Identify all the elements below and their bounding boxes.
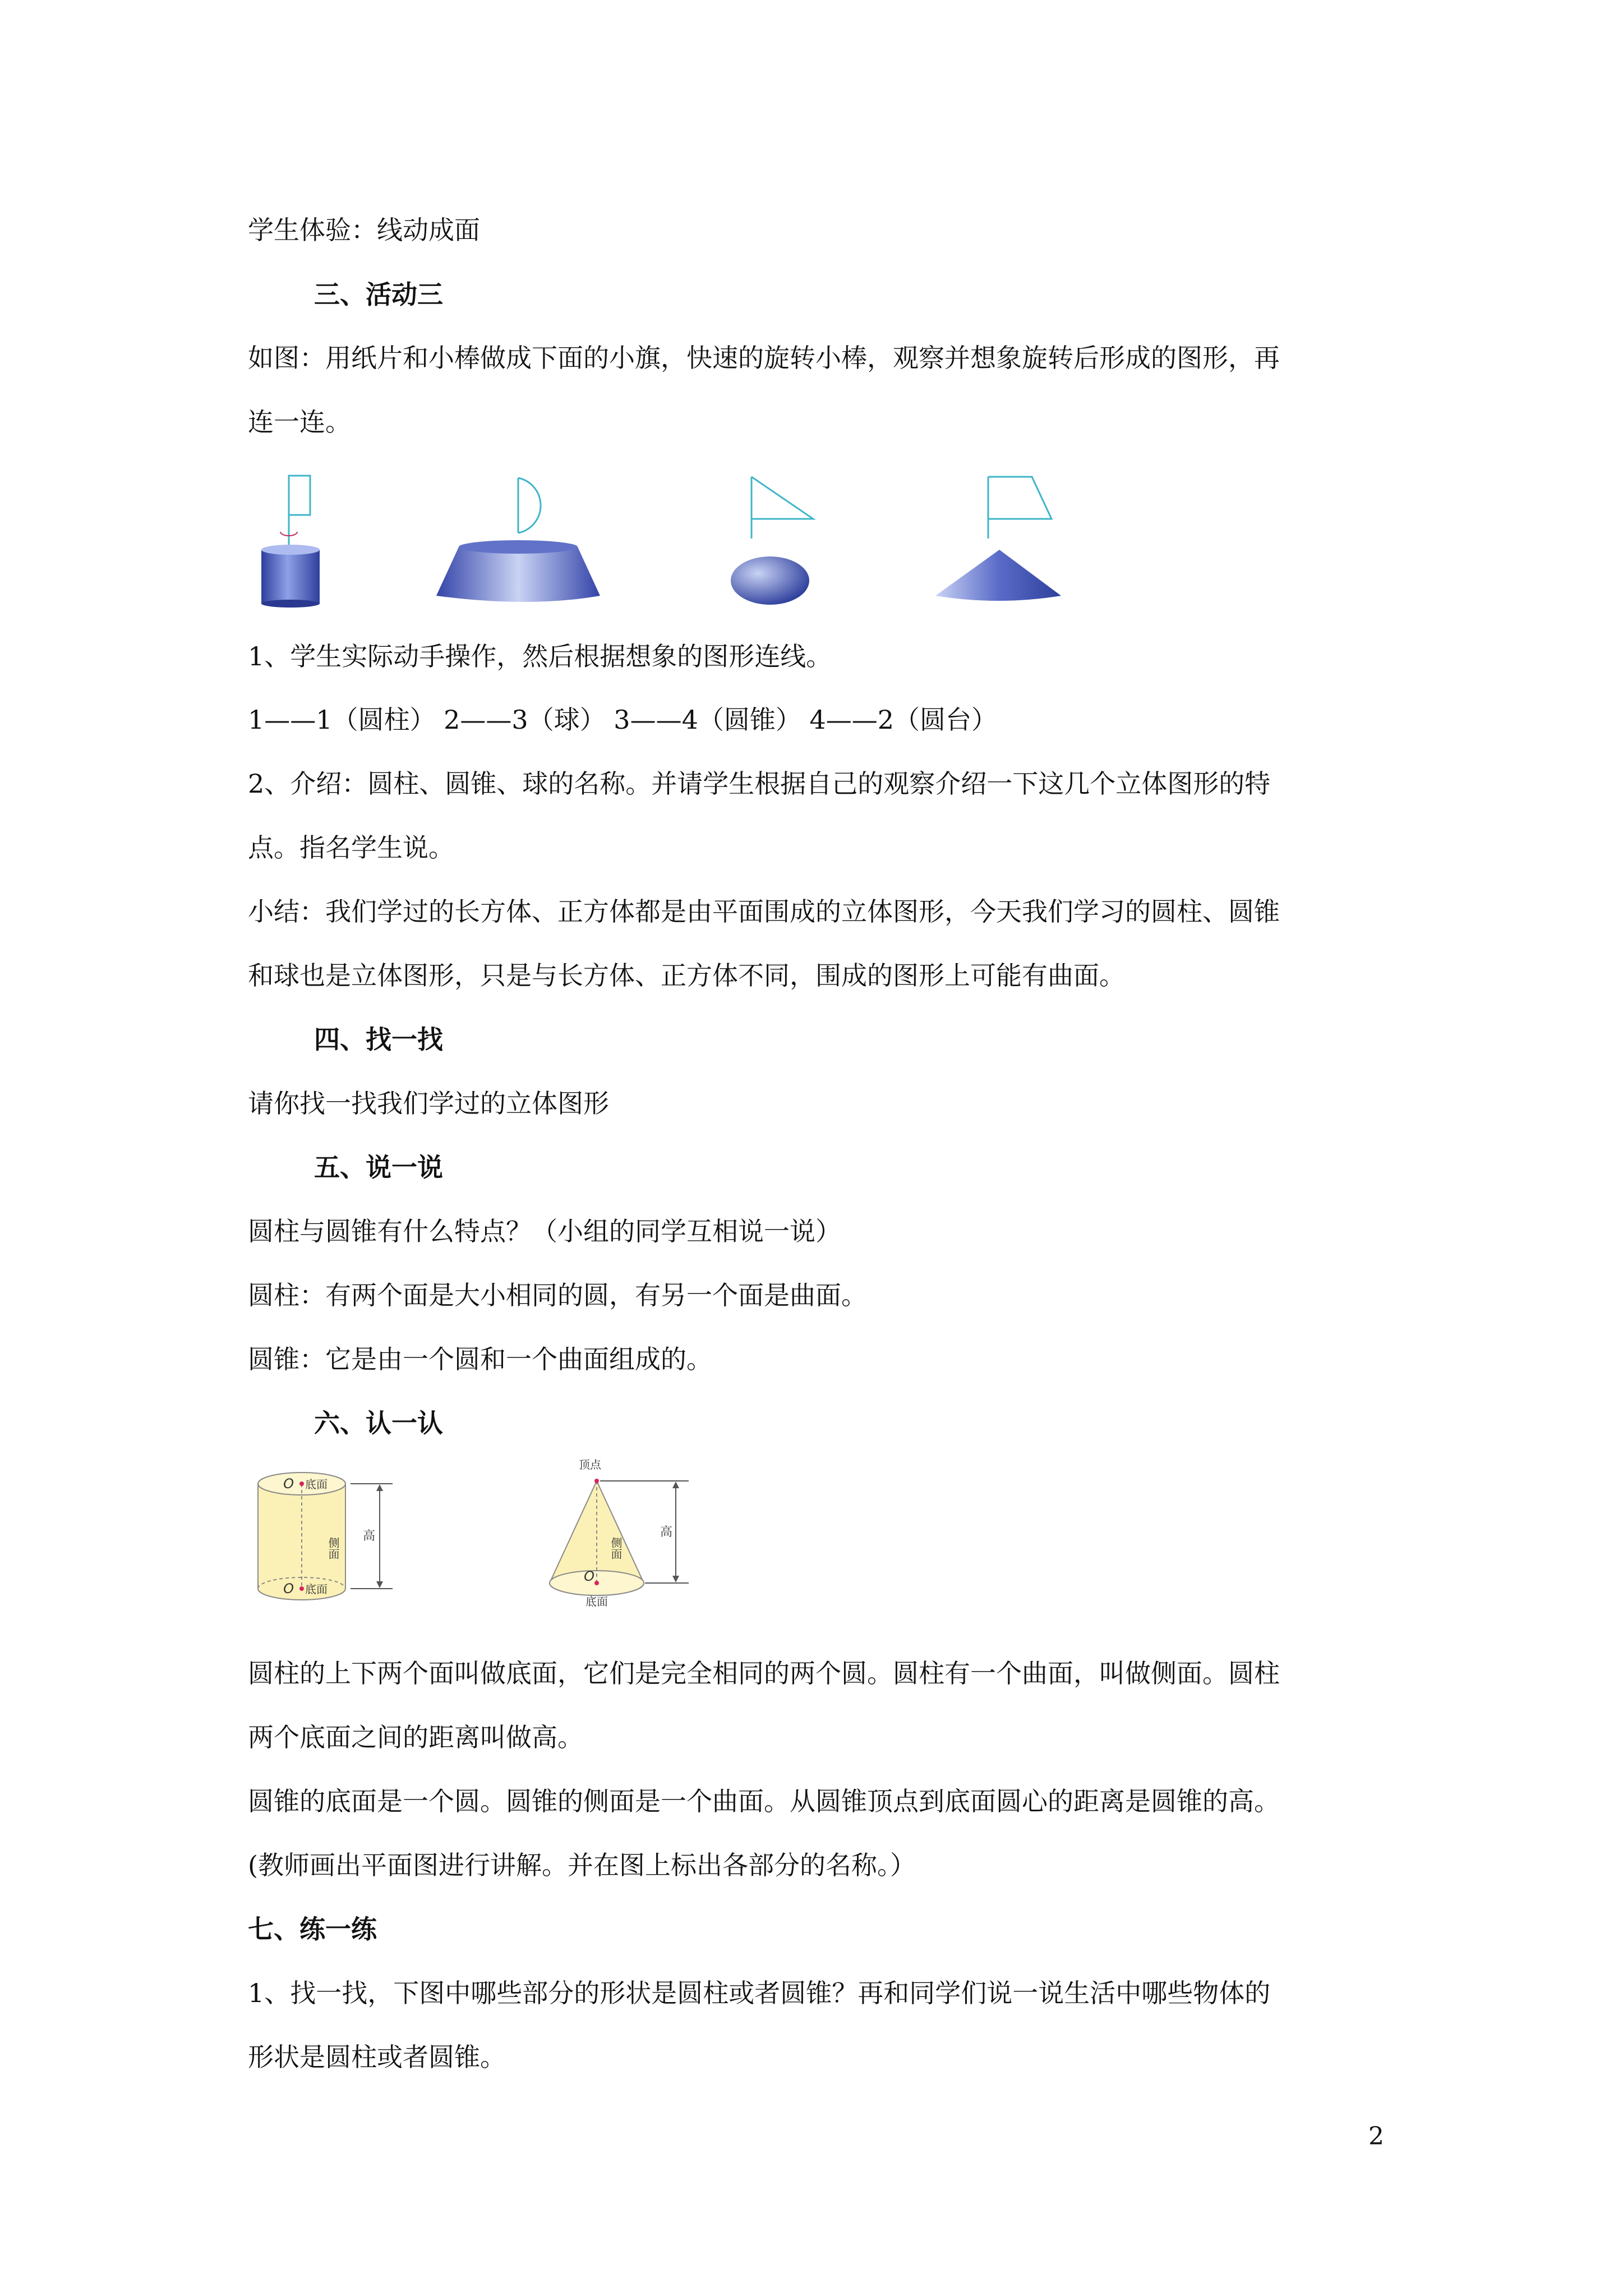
summary-line-2: 和球也是立体图形，只是与长方体、正方体不同，围成的图形上可能有曲面。 (248, 960, 1125, 991)
flag-rectangle (280, 476, 310, 545)
apex-dot (594, 1479, 599, 1483)
bottom-center-label: O (283, 1581, 294, 1596)
cone-feature-line: 圆锥：它是由一个圆和一个曲面组成的。 (248, 1344, 712, 1374)
flags-and-solids-figure (247, 471, 1144, 611)
section-heading-recognize: 六、认一认 (314, 1408, 443, 1438)
cylinder-feature-line: 圆柱：有两个面是大小相同的圆，有另一个面是曲面。 (248, 1280, 867, 1310)
base-center-label: O (584, 1568, 594, 1584)
exercise-1-line-1: 1、找一找，下图中哪些部分的形状是圆柱或者圆锥？再和同学们说一说生活中哪些物体的 (248, 1978, 1271, 2008)
cylinder-definition-line-1: 圆柱的上下两个面叫做底面，它们是完全相同的两个圆。圆柱有一个曲面，叫做侧面。圆柱 (248, 1658, 1280, 1688)
activity-instruction-line-1: 如图：用纸片和小棒做成下面的小旗，快速的旋转小棒，观察并想象旋转后形成的图形，再 (248, 343, 1280, 373)
step-2-line-2: 点。指名学生说。 (248, 832, 454, 863)
top-center-label: O (283, 1476, 294, 1492)
labeled-cone-figure (538, 1453, 707, 1621)
question-line: 圆柱与圆锥有什么特点？（小组的同学互相说一说） (248, 1216, 841, 1246)
page-number: 2 (1368, 2122, 1384, 2151)
apex-label: 顶点 (579, 1458, 601, 1471)
height-label: 高 (362, 1529, 376, 1543)
flag-trapezoid (988, 477, 1052, 539)
sphere-solid (731, 556, 809, 605)
labeled-cylinder-figure (247, 1458, 404, 1616)
activity-instruction-line-2: 连一连。 (248, 407, 351, 437)
section-heading-activity-3: 三、活动三 (314, 279, 443, 310)
section-heading-say: 五、说一说 (314, 1152, 443, 1182)
teacher-note-line: (教师画出平面图进行讲解。并在图上标出各部分的名称。） (248, 1850, 916, 1880)
flag-triangle (751, 477, 813, 539)
find-instruction-line: 请你找一找我们学过的立体图形 (248, 1088, 609, 1119)
matching-answers-line: 1——1（圆柱） 2——3（球） 3——4（圆锥） 4——2（圆台） (248, 705, 997, 735)
section-heading-find: 四、找一找 (314, 1024, 443, 1055)
base-label: 底面 (585, 1595, 608, 1608)
step-1-line: 1、学生实际动手操作，然后根据想象的图形连线。 (248, 641, 832, 671)
top-center-dot (299, 1481, 304, 1486)
step-2-line-1: 2、介绍：圆柱、圆锥、球的名称。并请学生根据自己的观察介绍一下这几个立体图形的特 (248, 769, 1271, 799)
cylinder-solid (261, 545, 320, 608)
base-center-dot (594, 1581, 599, 1585)
frustum-solid (436, 540, 600, 602)
height-label: 高 (660, 1525, 673, 1539)
exercise-1-line-2: 形状是圆柱或者圆锥。 (248, 2042, 506, 2072)
lateral-face-label: 侧面 (326, 1537, 340, 1559)
bottom-center-dot (299, 1586, 304, 1591)
section-heading-practice: 七、练一练 (248, 1914, 377, 1944)
top-base-label: 底面 (305, 1478, 328, 1491)
flag-semicircle (518, 478, 541, 533)
bottom-base-label: 底面 (305, 1582, 328, 1596)
cylinder-definition-line-2: 两个底面之间的距离叫做高。 (248, 1722, 583, 1752)
cone-definition-line: 圆锥的底面是一个圆。圆锥的侧面是一个曲面。从圆锥顶点到底面圆心的距离是圆锥的高。 (248, 1786, 1280, 1816)
lateral-face-label: 侧面 (609, 1537, 623, 1559)
summary-line-1: 小结：我们学过的长方体、正方体都是由平面围成的立体图形，今天我们学习的圆柱、圆锥 (248, 896, 1280, 927)
student-experience-line: 学生体验：线动成面 (248, 215, 480, 245)
cone-solid (935, 550, 1061, 601)
